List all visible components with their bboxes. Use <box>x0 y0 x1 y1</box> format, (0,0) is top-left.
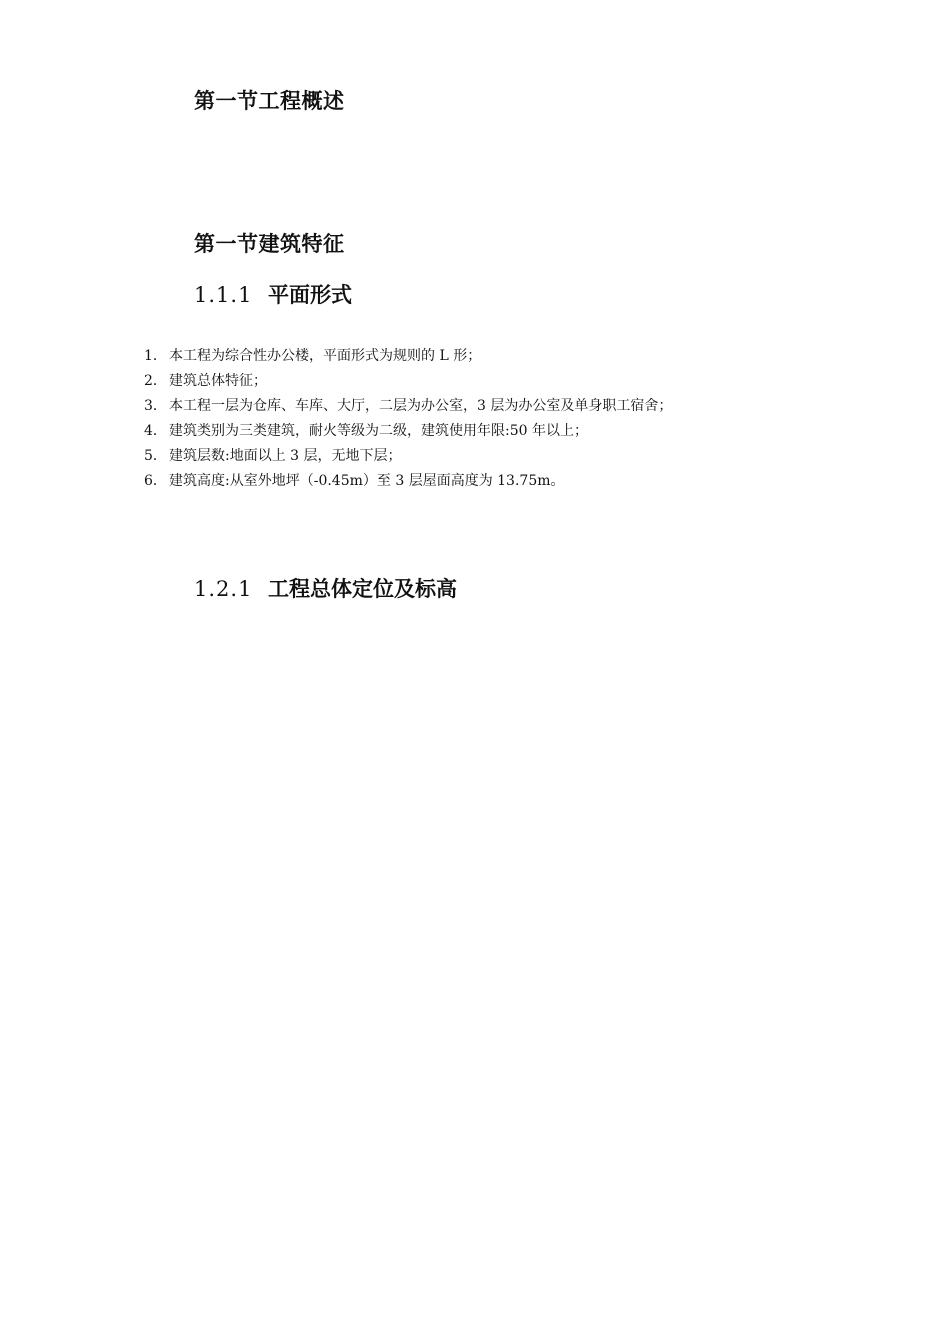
list-item-number: 2． <box>144 373 167 389</box>
list-item <box>144 369 672 394</box>
list-item-number: 1． <box>144 348 167 364</box>
subsection-title: 平面形式 <box>268 282 352 307</box>
list-item-text: 建筑层数:地面以上 3 层，无地下层； <box>169 448 402 464</box>
list-item <box>144 469 672 494</box>
list-item-number: 5． <box>144 448 167 464</box>
list-item <box>144 419 672 444</box>
list-item-text: 建筑总体特征； <box>169 373 267 389</box>
section-title-overview: 第一节工程概述 <box>194 88 345 113</box>
list-item-text: 建筑高度:从室外地坪（-0.45m）至 3 层屋面高度为 13.75m。 <box>169 473 565 489</box>
subsection-number: 1.1.1 <box>194 283 253 307</box>
feature-list <box>144 344 672 494</box>
list-item-text: 建筑类别为三类建筑，耐火等级为二级，建筑使用年限:50 年以上； <box>169 423 588 439</box>
list-item-number: 4． <box>144 423 167 439</box>
subsection-heading-plan-form <box>194 284 352 306</box>
list-item <box>144 444 672 469</box>
subsection-heading-positioning <box>194 578 457 600</box>
list-item-text: 本工程为综合性办公楼，平面形式为规则的 L 形； <box>169 348 482 364</box>
list-item-number: 6． <box>144 473 167 489</box>
list-item-number: 3． <box>144 398 167 414</box>
list-item <box>144 394 672 419</box>
subsection-title: 工程总体定位及标高 <box>268 576 457 601</box>
subsection-number: 1.2.1 <box>194 577 253 601</box>
list-item <box>144 344 672 369</box>
list-item-text: 本工程一层为仓库、车库、大厅，二层为办公室，3 层为办公室及单身职工宿舍； <box>169 398 673 414</box>
section-title-features: 第一节建筑特征 <box>194 231 345 256</box>
